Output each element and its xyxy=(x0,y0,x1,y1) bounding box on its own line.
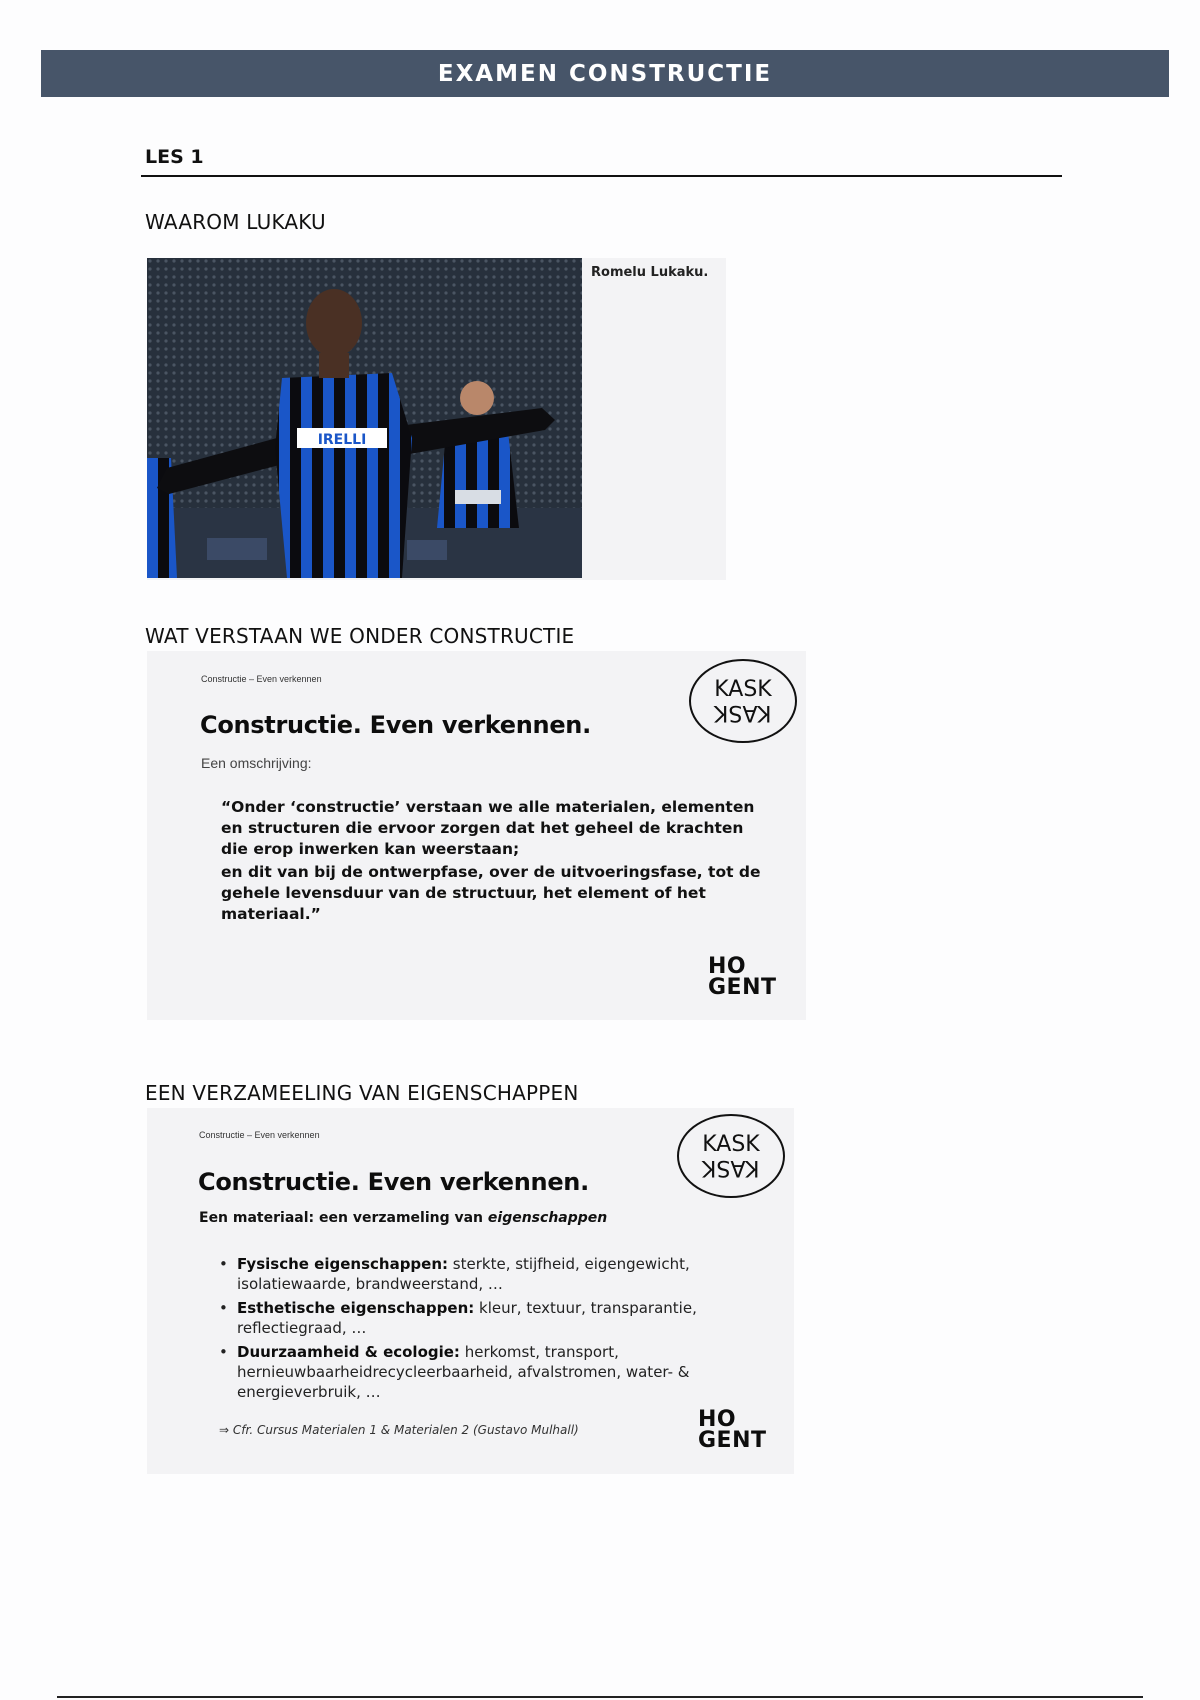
kask-logo-bottom: KASK xyxy=(702,1155,760,1180)
list-item-label: Fysische eigenschappen: xyxy=(237,1255,449,1273)
list-item xyxy=(217,1298,737,1338)
list-item xyxy=(217,1254,737,1294)
list-item xyxy=(217,1342,737,1402)
quote-part-2: en dit van bij de ontwerpfase, over de uitvoeringsfase, tot de gehele levensduur van de structuur, het element of het materiaal.” xyxy=(221,863,761,923)
section-title: LES 1 xyxy=(145,146,204,168)
kask-logo xyxy=(689,659,797,743)
list-item-text: sterkte, stijfheid, eigengewicht, isolatiewaarde, brandweerstand, … xyxy=(237,1255,690,1293)
heading-why-lukaku: WAAROM LUKAKU xyxy=(145,210,326,234)
list-item-text: herkomst, transport, hernieuwbaarheidrecycleerbaarheid, afvalstromen, water- & energieverbruik, … xyxy=(237,1343,690,1401)
footnote-text: Cfr. Cursus Materialen 1 & Materialen 2 (Gustavo Mulhall) xyxy=(232,1423,579,1437)
slide-title: Constructie. Even verkennen. xyxy=(200,711,591,739)
subtitle-text: Een materiaal: een verzameling van xyxy=(199,1210,488,1226)
course-reference xyxy=(219,1423,579,1437)
lukaku-photo xyxy=(147,258,582,578)
document-title-banner xyxy=(41,50,1169,97)
jersey-sponsor-text: IRELLI xyxy=(317,432,367,448)
definition-quote xyxy=(221,797,761,927)
slide-small-heading: Constructie – Even verkennen xyxy=(199,1130,320,1140)
slide-properties xyxy=(147,1108,794,1474)
slide-small-heading: Constructie – Even verkennen xyxy=(201,674,322,684)
photo-card xyxy=(147,258,726,580)
hogent-logo xyxy=(708,956,777,998)
slide-definition xyxy=(147,651,806,1020)
document-title: EXAMEN CONSTRUCTIE xyxy=(437,60,773,87)
kask-logo-top: KASK xyxy=(702,1132,760,1157)
list-item-text: kleur, textuur, transparantie, reflectiegraad, … xyxy=(237,1299,697,1337)
arrow-icon: ⇒ xyxy=(219,1423,230,1437)
kask-logo xyxy=(677,1114,785,1198)
footer-divider xyxy=(57,1696,1143,1698)
heading-collection-of-properties: EEN VERZAMEELING VAN EIGENSCHAPPEN xyxy=(145,1081,579,1105)
photo-caption: Romelu Lukaku. xyxy=(591,265,709,280)
hogent-logo xyxy=(698,1409,767,1451)
kask-logo-top: KASK xyxy=(714,677,772,702)
section-divider xyxy=(141,175,1062,177)
hogent-logo-line-2: GENT xyxy=(698,1428,767,1453)
heading-what-is-construction: WAT VERSTAAN WE ONDER CONSTRUCTIE xyxy=(145,624,575,648)
football-player-illustration xyxy=(147,258,582,578)
hogent-logo-line-2: GENT xyxy=(708,975,777,1000)
hogent-logo-line-1: HO xyxy=(698,1407,737,1432)
list-item-label: Duurzaamheid & ecologie: xyxy=(237,1343,460,1361)
subtitle-emphasis: eigenschappen xyxy=(487,1210,608,1226)
list-item-label: Esthetische eigenschappen: xyxy=(237,1299,475,1317)
kask-logo-bottom: KASK xyxy=(714,700,772,725)
hogent-logo-line-1: HO xyxy=(708,954,747,979)
properties-list xyxy=(217,1254,737,1406)
slide-subtitle xyxy=(199,1210,607,1226)
quote-part-1: “Onder ‘constructie’ verstaan we alle materialen, elementen en structuren die ervoor zorgen dat het geheel de krachten die erop inwerken kan weerstaan; xyxy=(221,798,755,858)
slide-title: Constructie. Even verkennen. xyxy=(198,1168,589,1196)
slide-subtitle: Een omschrijving: xyxy=(201,755,312,771)
